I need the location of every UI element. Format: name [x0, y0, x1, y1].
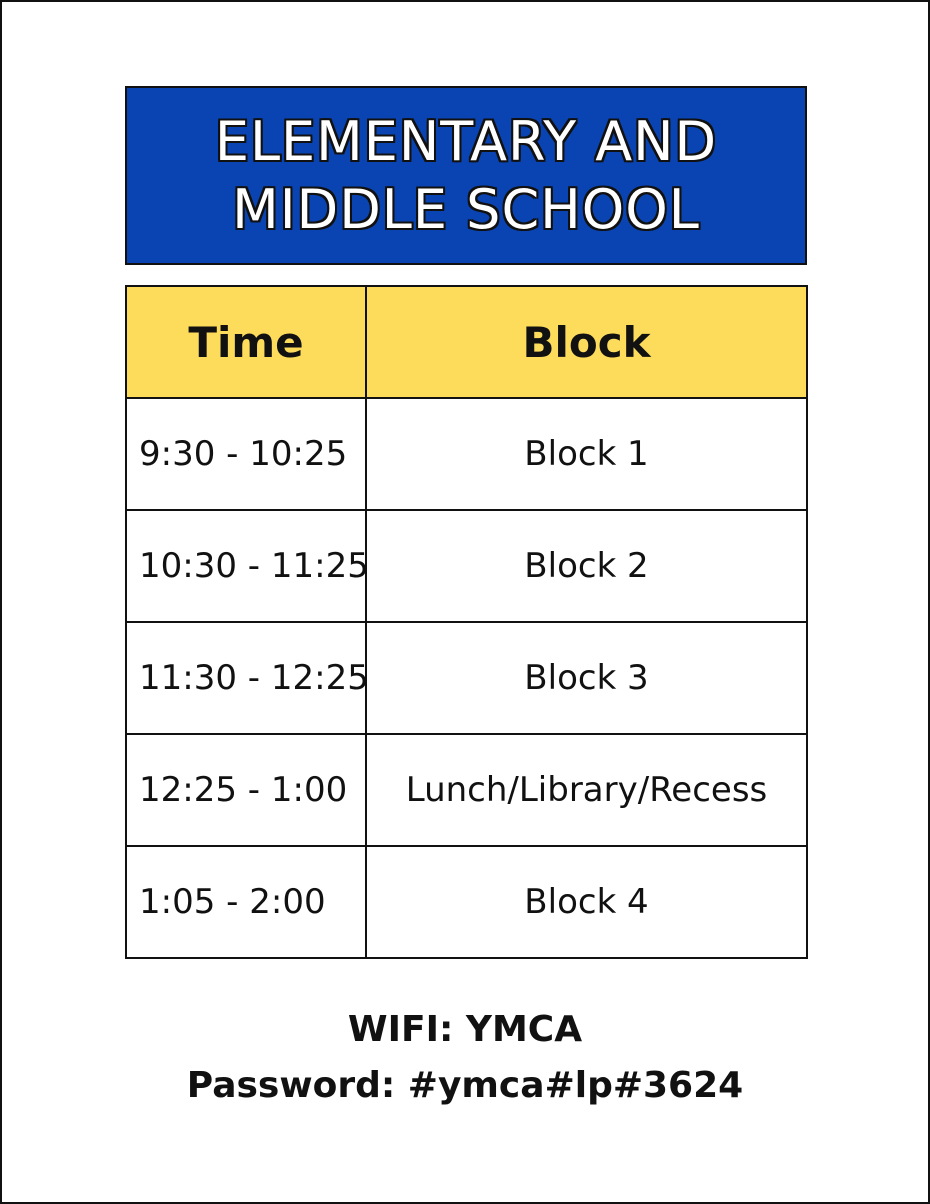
table-row [126, 398, 807, 510]
block-cell: Block 3 [366, 622, 807, 734]
wifi-name: WIFI: YMCA [347, 1009, 583, 1050]
table-row [126, 510, 807, 622]
time-cell: 1:05 - 2:00 [126, 846, 366, 958]
time-cell: 9:30 - 10:25 [126, 398, 366, 510]
header-time: Time [126, 286, 366, 398]
header-row [126, 286, 807, 398]
title-line-1: ELEMENTARY AND [214, 109, 718, 173]
table-row [126, 734, 807, 846]
wifi-password: Password: #ymca#lp#3624 [186, 1065, 744, 1106]
schedule-table [125, 285, 808, 959]
block-cell: Block 2 [366, 510, 807, 622]
time-cell: 10:30 - 11:25 [126, 510, 366, 622]
block-cell: Block 4 [366, 846, 807, 958]
header-block: Block [366, 286, 807, 398]
block-cell: Block 1 [366, 398, 807, 510]
title-banner [125, 86, 807, 265]
time-cell: 12:25 - 1:00 [126, 734, 366, 846]
wifi-info [0, 1002, 930, 1114]
table-row [126, 846, 807, 958]
block-cell: Lunch/Library/Recess [366, 734, 807, 846]
table-row [126, 622, 807, 734]
title-line-2: MIDDLE SCHOOL [232, 177, 700, 241]
time-cell: 11:30 - 12:25 [126, 622, 366, 734]
